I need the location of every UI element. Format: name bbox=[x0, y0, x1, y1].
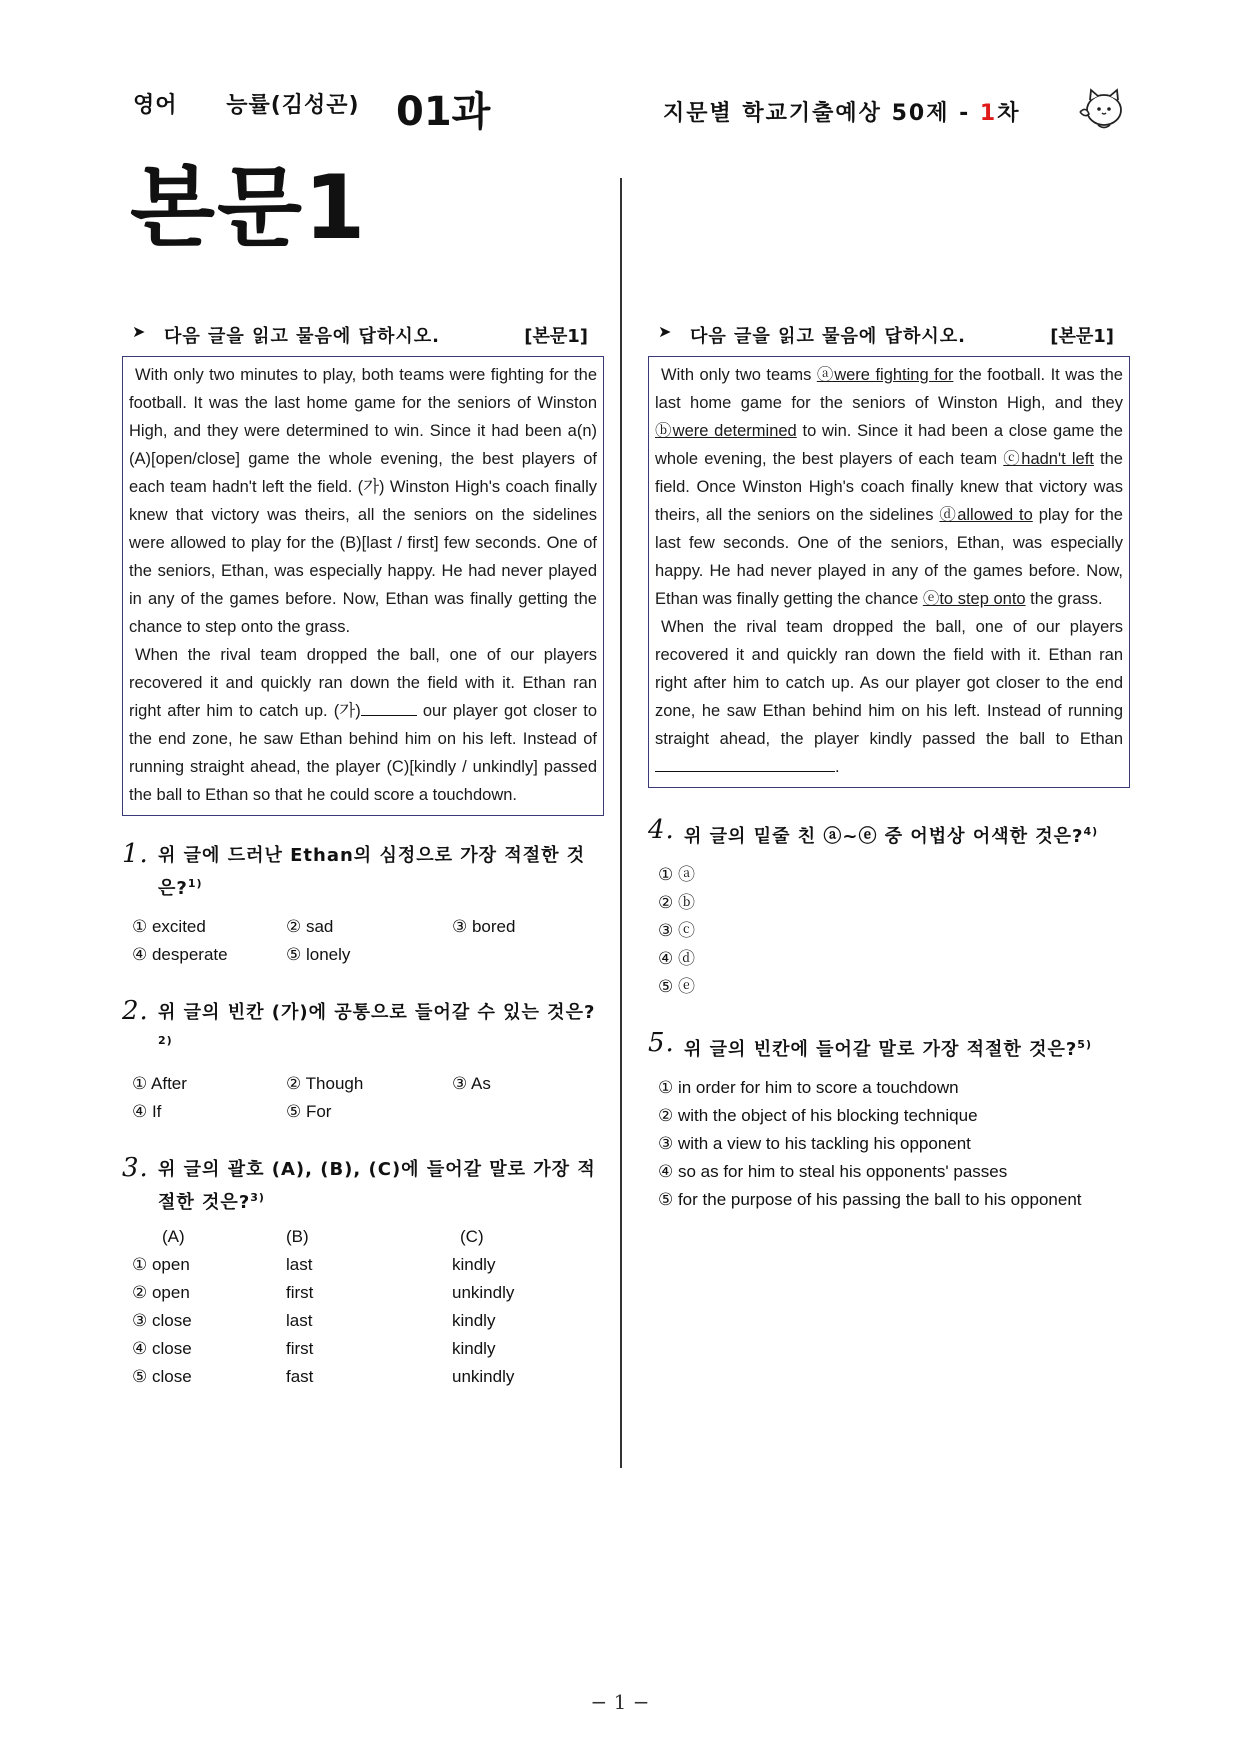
option[interactable]: ② ⓑ bbox=[658, 893, 695, 912]
cat-mascot-icon bbox=[1076, 84, 1126, 134]
question-5 bbox=[648, 1028, 1130, 1214]
left-column bbox=[122, 320, 604, 1391]
right-column bbox=[648, 320, 1130, 1214]
instruction-row bbox=[648, 320, 1130, 348]
underlined-phrase-e: ⓔto step onto bbox=[922, 590, 1026, 608]
page-number: − 1 − bbox=[590, 1690, 650, 1714]
footnote-marker: 2) bbox=[158, 1034, 173, 1047]
question-3 bbox=[122, 1153, 604, 1391]
footnote-marker: 5) bbox=[1077, 1038, 1092, 1051]
question-number: 1. bbox=[122, 839, 149, 869]
question-2 bbox=[122, 996, 604, 1126]
column-divider bbox=[620, 178, 622, 1468]
subject-label: 영어 bbox=[133, 93, 178, 118]
passage-tag: [본문1] bbox=[524, 326, 588, 347]
page-title: 본문1 bbox=[130, 156, 368, 259]
options-grid bbox=[122, 1070, 604, 1126]
option[interactable]: ⑤ lonely bbox=[286, 945, 351, 964]
header-right bbox=[663, 96, 1020, 127]
option[interactable]: ③ ⓒ bbox=[658, 921, 695, 940]
header-left bbox=[133, 88, 360, 119]
option[interactable]: ② Though bbox=[286, 1074, 364, 1093]
question-number: 5. bbox=[648, 1028, 675, 1058]
underlined-phrase-c: ⓒhadn't left bbox=[1003, 450, 1094, 468]
arrow-icon: ➤ bbox=[132, 322, 146, 341]
series-label: 지문별 학교기출예상 50제 - bbox=[663, 101, 980, 126]
question-number: 2. bbox=[122, 996, 149, 1026]
table-cell: first bbox=[286, 1339, 314, 1358]
option[interactable]: ① in order for him to score a touchdown bbox=[658, 1078, 959, 1097]
option[interactable]: ① ⓐ bbox=[658, 865, 695, 884]
option[interactable]: ③ with a view to his tackling his opponent bbox=[658, 1134, 971, 1153]
question-stem: 4. 위 글의 밑줄 친 ⓐ~ⓔ 중 어법상 어색한 것은?$^{4)}$ bbox=[648, 815, 1099, 847]
option[interactable]: ② open bbox=[132, 1283, 190, 1302]
option[interactable]: ③ bored bbox=[452, 917, 516, 936]
options-list bbox=[648, 1074, 1130, 1214]
passage-paragraph: With only two teams ⓐwere fighting for the football. It was the last home game for the seniors of Winston High, and they ⓑwere determined to win. Since it had been a close game the whole evening, the best players of each team ⓒhadn't left the field. Once Winston High's coach finally knew that victory was theirs, all the seniors on the sidelines ⓓallowed to play for the last few seconds. One of the seniors, Ethan, was especially happy. He had never played in any of the games before. Now, Ethan was finally getting the chance ⓔto step onto the grass. bbox=[655, 366, 1123, 608]
table-cell: last bbox=[286, 1255, 313, 1274]
option[interactable]: ② sad bbox=[286, 917, 334, 936]
round-number: 1 bbox=[979, 101, 998, 126]
answer-table bbox=[122, 1223, 604, 1391]
option[interactable]: ③ close bbox=[132, 1311, 192, 1330]
option[interactable]: ② with the object of his blocking technique bbox=[658, 1106, 978, 1125]
lesson-label: 01과 bbox=[396, 89, 491, 135]
option[interactable]: ③ As bbox=[452, 1074, 491, 1093]
textbook-label: 능률(김성곤) bbox=[226, 93, 360, 118]
question-stem: 2. 위 글의 빈칸 (가)에 공통으로 들어갈 수 있는 것은?$^{2)}$ bbox=[122, 996, 596, 1047]
footnote-marker: 3) bbox=[250, 1191, 265, 1204]
passage-paragraph: When the rival team dropped the ball, one of our players recovered it and quickly ran down the field with it. Ethan ran right after him to catch up. As our player got closer to the end zone, he saw Ethan behind him on his left. Instead of running straight ahead, the player kindly passed the ball to Ethan . bbox=[655, 618, 1123, 776]
option[interactable]: ④ so as for him to steal his opponents' passes bbox=[658, 1162, 1008, 1181]
underlined-phrase-a: ⓐwere fighting for bbox=[816, 366, 954, 384]
option[interactable]: ④ ⓓ bbox=[658, 949, 695, 968]
question-4 bbox=[648, 815, 1130, 1001]
table-cell: first bbox=[286, 1283, 314, 1302]
table-cell: unkindly bbox=[452, 1283, 515, 1302]
underlined-phrase-d: ⓓallowed to bbox=[939, 506, 1033, 524]
option[interactable]: ⑤ For bbox=[286, 1102, 332, 1121]
underlined-phrase-b: ⓑwere determined bbox=[655, 422, 797, 440]
column-header: (C) bbox=[460, 1227, 484, 1246]
column-header: (B) bbox=[286, 1227, 309, 1246]
table-cell: fast bbox=[286, 1367, 314, 1386]
answer-blank bbox=[361, 699, 417, 716]
answer-blank bbox=[655, 755, 835, 772]
question-1 bbox=[122, 839, 604, 969]
arrow-icon: ➤ bbox=[658, 322, 672, 341]
table-cell: last bbox=[286, 1311, 313, 1330]
option[interactable]: ① After bbox=[132, 1074, 187, 1093]
passage-box bbox=[122, 356, 604, 816]
footnote-marker: 1) bbox=[187, 877, 203, 890]
table-cell: unkindly bbox=[452, 1367, 515, 1386]
passage-box bbox=[648, 356, 1130, 788]
table-cell: kindly bbox=[452, 1339, 496, 1358]
column-header: (A) bbox=[162, 1227, 185, 1246]
round-suffix: 차 bbox=[997, 101, 1021, 126]
option[interactable]: ④ desperate bbox=[132, 945, 228, 964]
option[interactable]: ⑤ ⓔ bbox=[658, 977, 695, 996]
question-stem: 3. 위 글의 괄호 (A), (B), (C)에 들어갈 말로 가장 적절한 것은?$^{3)}$ bbox=[122, 1153, 596, 1213]
option[interactable]: ⑤ for the purpose of his passing the ball to his opponent bbox=[658, 1190, 1082, 1209]
table-cell: kindly bbox=[452, 1311, 496, 1330]
option[interactable]: ① excited bbox=[132, 917, 206, 936]
instruction-row bbox=[122, 320, 604, 348]
question-stem: 1. 위 글에 드러난 Ethan의 심정으로 가장 적절한 것은?$^{1)}$ bbox=[122, 839, 586, 899]
passage-tag: [본문1] bbox=[1050, 326, 1114, 347]
question-stem: 5. 위 글의 빈칸에 들어갈 말로 가장 적절한 것은?$^{5)}$ bbox=[648, 1028, 1092, 1060]
option[interactable]: ④ close bbox=[132, 1339, 192, 1358]
table-cell: kindly bbox=[452, 1255, 496, 1274]
option[interactable]: ⑤ close bbox=[132, 1367, 192, 1386]
footnote-marker: 4) bbox=[1083, 825, 1099, 838]
instruction-text: 다음 글을 읽고 물음에 답하시오. bbox=[690, 326, 966, 347]
question-number: 4. bbox=[648, 815, 675, 845]
options-list bbox=[648, 861, 1130, 1001]
question-number: 3. bbox=[122, 1153, 149, 1183]
passage-paragraph: With only two minutes to play, both teams were fighting for the football. It was the last home game for the seniors of Winston High, and they were determined to win. Since it had been a(n) (A)[open/close] game the whole evening, the best players of each team hadn't left the field. (가) Winston High's coach finally knew that victory was theirs, all the seniors on the sidelines were allowed to play for the (B)[last / first] few seconds. One of the seniors, Ethan, was especially happy. He had never played in any of the games before. Now, Ethan was finally getting the chance to step onto the grass. bbox=[129, 366, 597, 636]
option[interactable]: ④ If bbox=[132, 1102, 162, 1121]
options-grid bbox=[122, 913, 604, 969]
instruction-text: 다음 글을 읽고 물음에 답하시오. bbox=[164, 326, 440, 347]
option[interactable]: ① open bbox=[132, 1255, 190, 1274]
passage-paragraph: When the rival team dropped the ball, one of our players recovered it and quickly ran down the field with it. Ethan ran right after him to catch up. (가) our player got closer to the end zone, he saw Ethan behind him on his left. Instead of running straight ahead, the player (C)[kindly / unkindly] passed the ball to Ethan so that he could score a touchdown. bbox=[129, 646, 598, 804]
